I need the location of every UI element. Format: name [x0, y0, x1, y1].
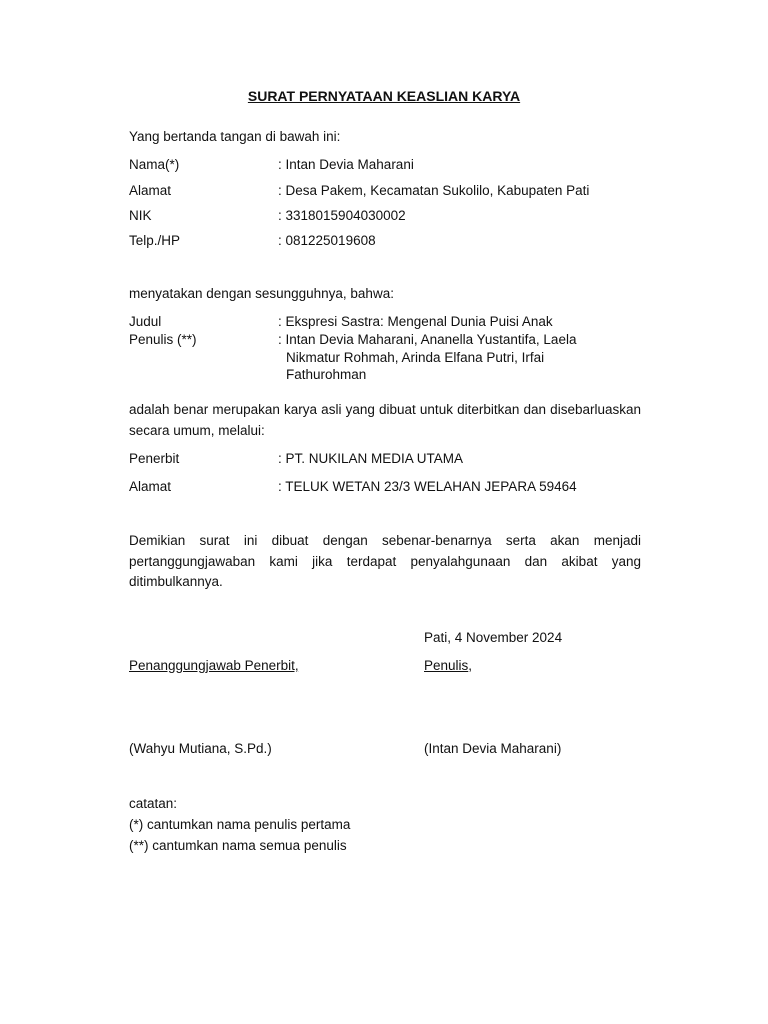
- statement-paragraph: adalah benar merupakan karya asli yang dibuat untuk diterbitkan dan disebarluaskan secara umum, melalui:: [129, 402, 641, 438]
- author-signature-title: Penulis: [424, 658, 469, 673]
- author-signature-title-wrap: [424, 657, 472, 675]
- closing-paragraph: Demikian surat ini dibuat dengan sebenar-benarnya serta akan menjadi pertanggungjawaban kami jika terdapat penyalahgunaan dan akibat yang ditimbulkannya.: [129, 533, 641, 589]
- note-first-author: (*) cantumkan nama penulis pertama: [129, 817, 351, 832]
- telp-label: Telp./HP: [129, 233, 181, 248]
- nik-label: NIK: [129, 208, 152, 223]
- note-all-authors: (**) cantumkan nama semua penulis: [129, 838, 347, 853]
- penulis-line-2: Nikmatur Rohmah, Arinda Elfana Putri, Irfai: [286, 350, 545, 365]
- author-signatory-name: (Intan Devia Maharani): [424, 741, 562, 756]
- publisher-alamat-value: : TELUK WETAN 23/3 WELAHAN JEPARA 59464: [278, 479, 577, 494]
- nama-label: Nama(*): [129, 157, 180, 172]
- declare-text: menyatakan dengan sesungguhnya, bahwa:: [129, 286, 394, 301]
- penerbit-value: : PT. NUKILAN MEDIA UTAMA: [278, 451, 464, 466]
- judul-value: : Ekspresi Sastra: Mengenal Dunia Puisi Anak: [278, 314, 553, 329]
- nik-value: : 3318015904030002: [278, 208, 406, 223]
- penulis-line-3: Fathurohman: [286, 367, 367, 382]
- penerbit-label: Penerbit: [129, 451, 180, 466]
- penulis-line-1: : Intan Devia Maharani, Ananella Yustantifa, Laela: [278, 332, 577, 347]
- telp-value: : 081225019608: [278, 233, 376, 248]
- judul-label: Judul: [129, 314, 162, 329]
- alamat-value: : Desa Pakem, Kecamatan Sukolilo, Kabupaten Pati: [278, 183, 590, 198]
- intro-text: Yang bertanda tangan di bawah ini:: [129, 129, 341, 144]
- notes-heading: catatan:: [129, 796, 178, 811]
- publisher-alamat-label: Alamat: [129, 479, 172, 494]
- alamat-label: Alamat: [129, 183, 172, 198]
- place-date: Pati, 4 November 2024: [424, 630, 563, 645]
- nama-value: : Intan Devia Maharani: [278, 157, 414, 172]
- penulis-label: Penulis (**): [129, 332, 197, 347]
- author-signature-comma: ,: [468, 658, 473, 673]
- publisher-signature-title: Penanggungjawab Penerbit,: [129, 658, 299, 673]
- publisher-signatory-name: (Wahyu Mutiana, S.Pd.): [129, 741, 272, 756]
- document-title: SURAT PERNYATAAN KEASLIAN KARYA: [247, 88, 521, 104]
